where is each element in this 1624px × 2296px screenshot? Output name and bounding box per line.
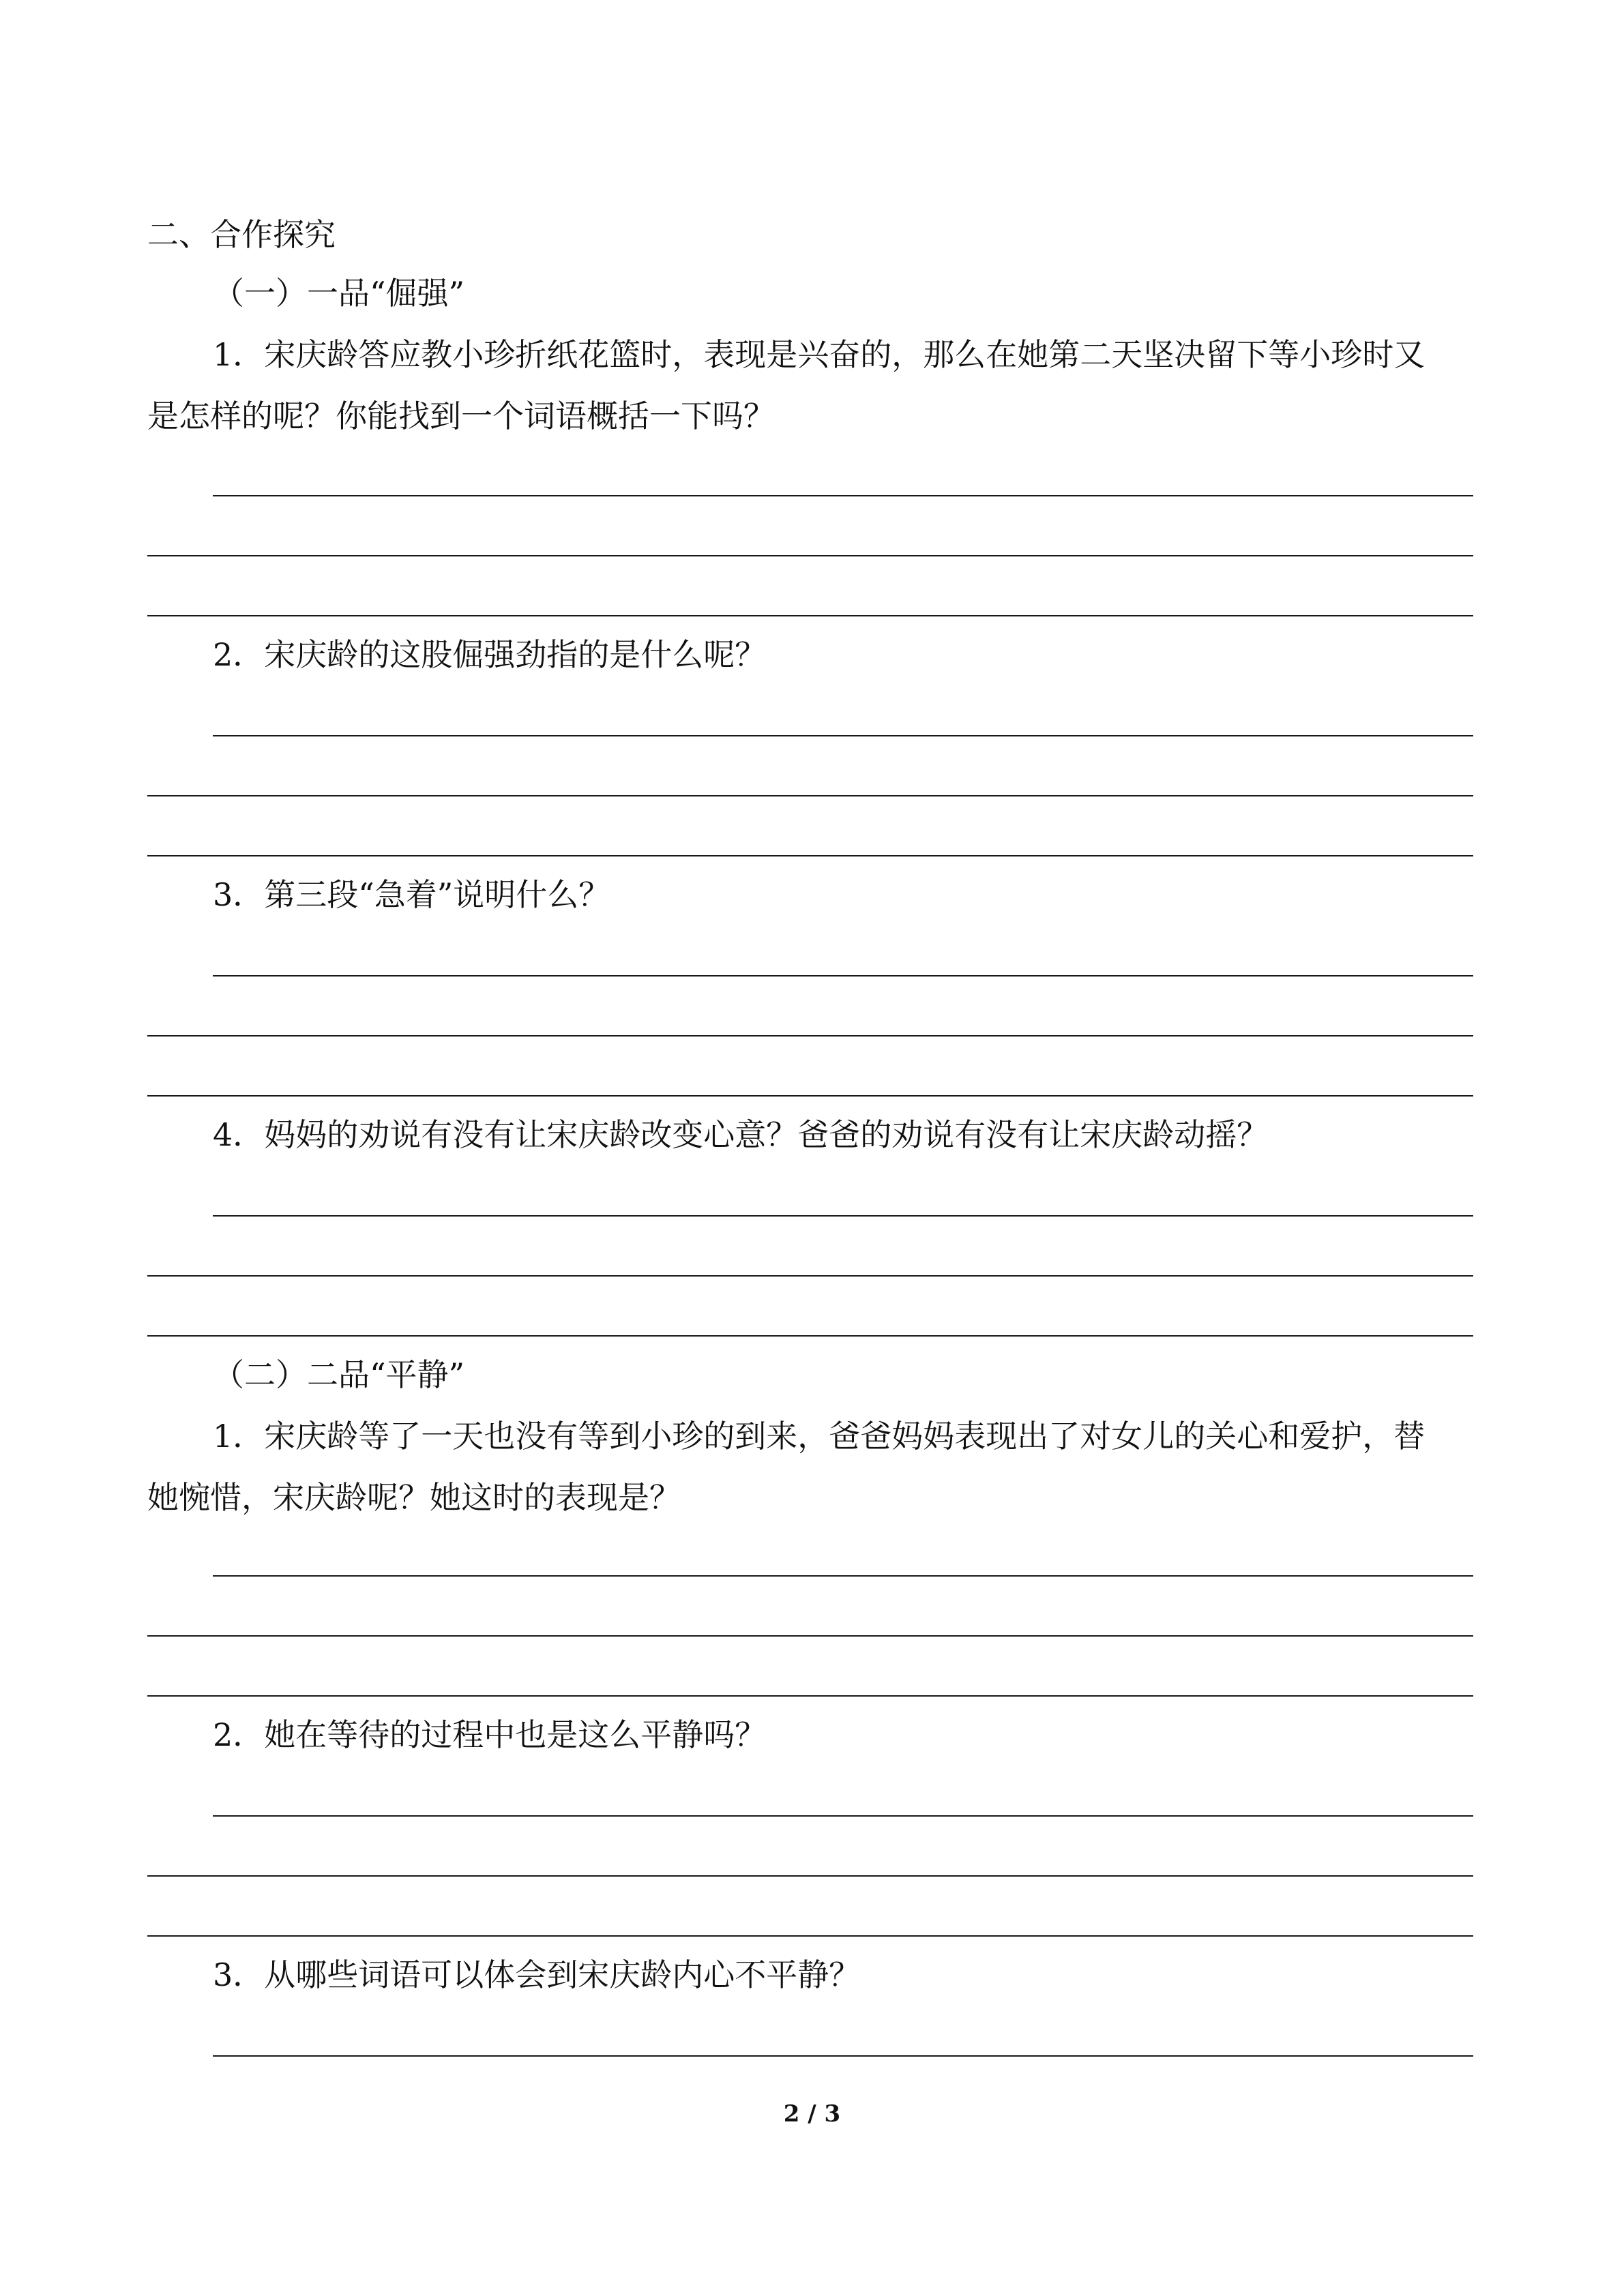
question-1-3: 3．第三段“急着”说明什么？ [213,876,610,913]
question-1-2: 2．宋庆龄的这股倔强劲指的是什么呢？ [213,636,767,673]
section-title: 二、合作探究 [147,216,336,253]
answer-line [213,1815,1473,1817]
subsection-title-1: （一）一品“倔强” [213,275,465,312]
answer-line [147,1335,1473,1337]
question-1-4: 4．妈妈的劝说有没有让宋庆龄改变心意？爸爸的劝说有没有让宋庆龄动摇？ [213,1116,1269,1153]
answer-line [147,1275,1473,1277]
subsection-title-2: （二）二品“平静” [213,1356,465,1393]
answer-line [213,495,1473,496]
answer-line [213,975,1473,976]
answer-line [147,555,1473,556]
answer-line [213,1575,1473,1577]
answer-line [213,2055,1473,2057]
question-2-1-line-2: 她惋惜，宋庆龄呢？她这时的表现是？ [147,1479,681,1516]
answer-line [147,795,1473,796]
answer-line [147,1635,1473,1637]
question-2-1-line-1: 1．宋庆龄等了一天也没有等到小珍的到来，爸爸妈妈表现出了对女儿的关心和爱护，替 [213,1418,1426,1455]
answer-line [147,855,1473,856]
answer-line [147,1095,1473,1097]
question-1-1-line-1: 1．宋庆龄答应教小珍折纸花篮时，表现是兴奋的，那么在她第二天坚决留下等小珍时又 [213,336,1426,373]
answer-line [147,1035,1473,1037]
answer-line [147,1875,1473,1877]
answer-line [213,1215,1473,1217]
answer-line [147,1935,1473,1937]
question-2-2: 2．她在等待的过程中也是这么平静吗？ [213,1716,767,1753]
question-1-1-line-2: 是怎样的呢？你能找到一个词语概括一下吗？ [147,398,775,434]
answer-line [213,735,1473,736]
answer-line [147,615,1473,616]
answer-line [147,1695,1473,1697]
question-2-3: 3．从哪些词语可以体会到宋庆龄内心不平静？ [213,1956,861,1993]
page-number: 2 / 3 [783,2100,841,2128]
